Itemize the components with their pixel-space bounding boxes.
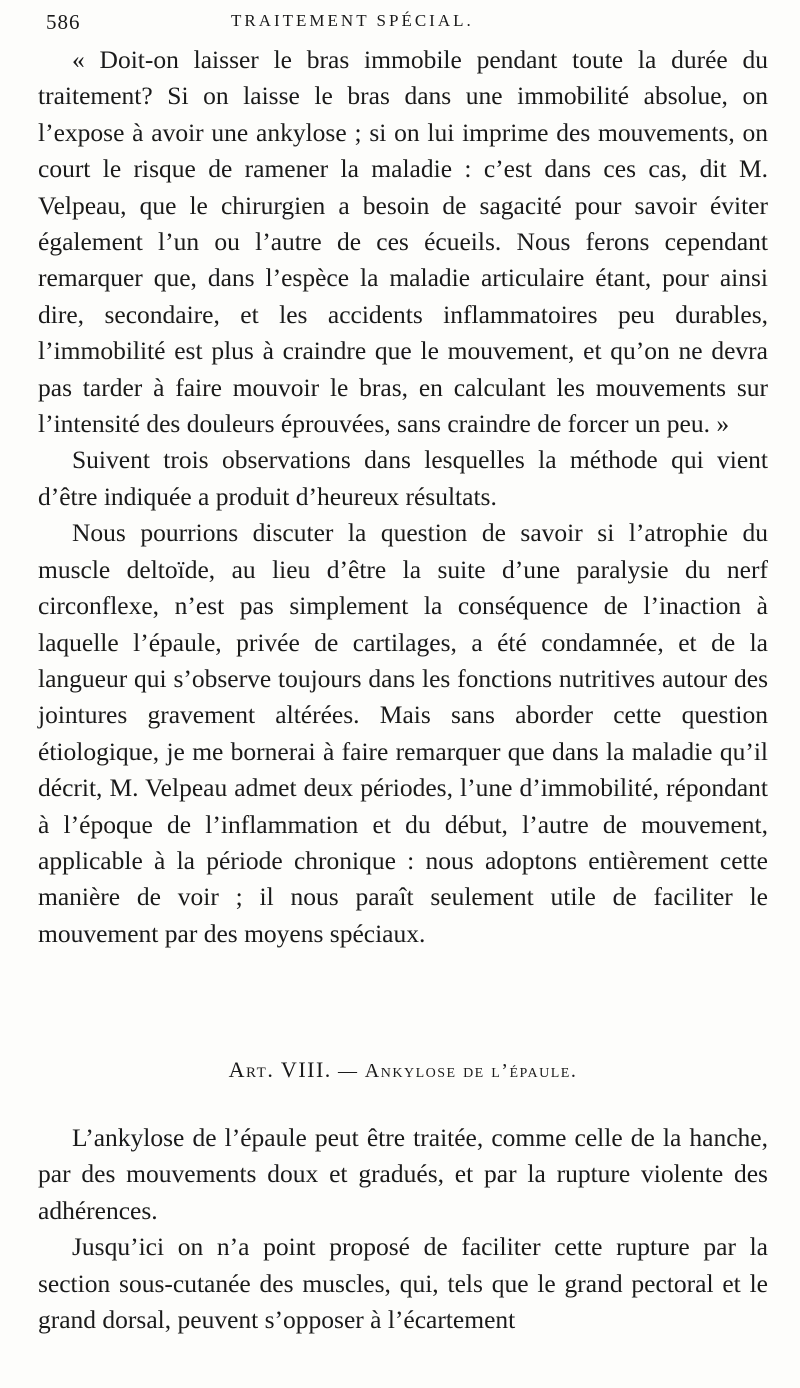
- body-text-upper: [38, 42, 768, 952]
- page-number: 586: [46, 10, 81, 34]
- paragraph-discussion: Nous pourrions discuter la question de savoir si l’atrophie du muscle deltoïde, au lieu d’être la suite d’une paralysie du nerf circonflexe, n’est pas simplement la conséquence de l’inaction à laquelle l’épaule, privée de cartilages, a été condamnée, et de la langueur qui s’observe toujours dans les fonctions nutritives autour des jointures gravement altérées. Mais sans aborder cette question étiologique, je me bornerai à faire remarquer que dans la maladie qu’il décrit, M. Velpeau admet deux périodes, l’une d’immobilité, répondant à l’époque de l’inflammation et du début, l’autre de mouvement, applicable à la période chronique : nous adoptons entièrement cette manière de voir ; il nous paraît seulement utile de faciliter le mouvement par des moyens spéciaux.: [38, 518, 768, 948]
- paragraph-quote: « Doit-on laisser le bras immobile pendant toute la durée du traitement? Si on laisse le bras dans une immobilité absolue, on l’expose à avoir une ankylose ; si on lui imprime des mouvements, on court le risque de ramener la maladie : c’est dans ces cas, dit M. Velpeau, que le chirurgien a besoin de sagacité pour savoir éviter également l’un ou l’autre de ces écueils. Nous ferons cependant remarquer que, dans l’espèce la maladie articulaire étant, pour ainsi dire, secondaire, et les accidents inflammatoires peu durables, l’immobilité est plus à craindre que le mouvement, et qu’on ne devra pas tarder à faire mouvoir le bras, en calculant les mouvements sur l’intensité des douleurs éprouvées, sans craindre de forcer un peu. »: [38, 45, 768, 439]
- body-text-lower: [38, 1120, 768, 1338]
- section-heading: [38, 1057, 768, 1083]
- article-number: Art. VIII.: [228, 1057, 332, 1082]
- paragraph-observations: Suivent trois observations dans lesquelles la méthode qui vient d’être indiquée a produit d’heureux résultats.: [38, 445, 768, 511]
- heading-separator: —: [338, 1061, 359, 1082]
- paragraph-ankylose-section: Jusqu’ici on n’a point proposé de faciliter cette rupture par la section sous-cutanée des muscles, qui, tels que le grand pectoral et le grand dorsal, peuvent s’opposer à l’écartement: [38, 1232, 768, 1335]
- article-title: Ankylose de l’épaule.: [364, 1060, 578, 1082]
- paragraph-ankylose-intro: L’ankylose de l’épaule peut être traitée, comme celle de la hanche, par des mouvements doux et gradués, et par la rupture violente des adhérences.: [38, 1123, 768, 1225]
- running-head: [46, 10, 766, 40]
- running-title: TRAITEMENT SPÉCIAL.: [231, 11, 474, 30]
